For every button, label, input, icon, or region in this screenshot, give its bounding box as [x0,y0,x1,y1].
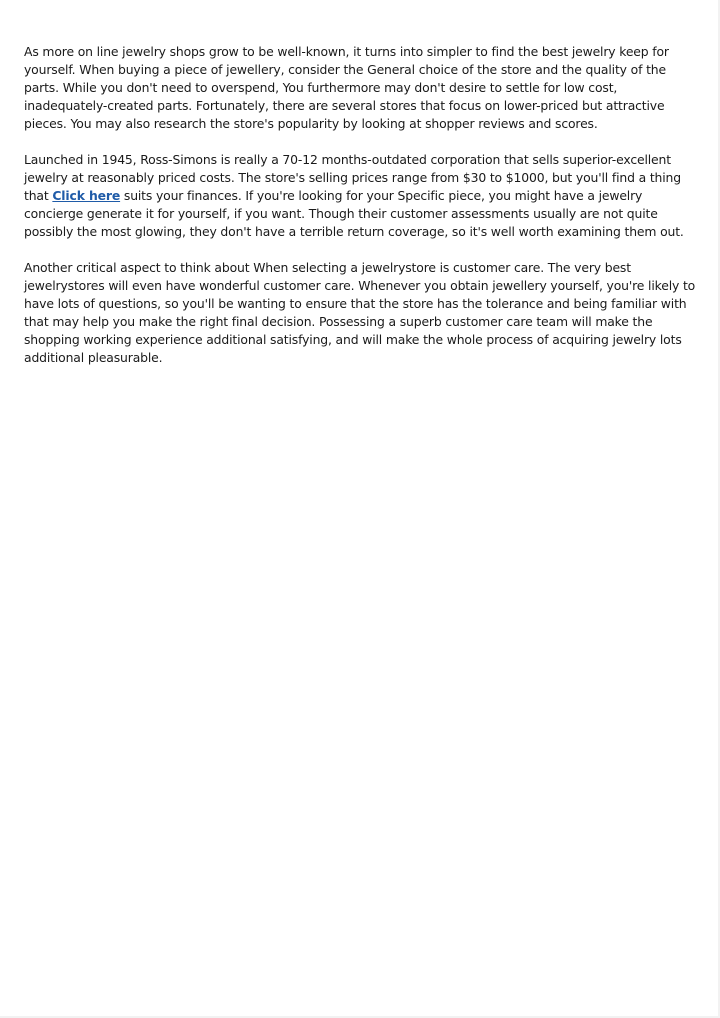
document-body [24,43,696,385]
click-here-link[interactable]: Click here [52,188,121,203]
paragraph-2 [24,151,696,241]
paragraph-2-text-before-link: Launched in 1945, Ross-Simons is really a 70-12 months-outdated corporation that sells superior-excellent jewelry at reasonably priced costs. The store's selling prices range from $30 to $1000, but you'll find a thing that [24,152,681,203]
paragraph-1-text: As more on line jewelry shops grow to be well-known, it turns into simpler to find the best jewelry keep for yourself. When buying a piece of jewellery, consider the General choice of the store and the quality of the parts. While you don't need to overspend, You furthermore may don't desire to settle for low cost, inadequately-created parts. Fortunately, there are several stores that focus on lower-priced but attractive pieces. You may also research the store's popularity by looking at shopper reviews and scores. [24,44,669,131]
paragraph-3-text: Another critical aspect to think about When selecting a jewelrystore is customer care. The very best jewelrystores will even have wonderful customer care. Whenever you obtain jewellery yourself, you're likely to have lots of questions, so you'll be wanting to ensure that the store has the tolerance and being familiar with that may help you make the right final decision. Possessing a superb customer care team will make the shopping working experience additional satisfying, and will make the whole process of acquiring jewelry lots additional pleasurable. [24,260,696,365]
paragraph-2-text-after-link: suits your finances. If you're looking for your Specific piece, you might have a jewelry concierge generate it for yourself, if you want. Though their customer assessments usually are not quite possibly the most glowing, they don't have a terrible return coverage, so it's well worth examining them out. [24,188,684,239]
paragraph-1 [24,43,696,133]
paragraph-3 [24,259,696,367]
